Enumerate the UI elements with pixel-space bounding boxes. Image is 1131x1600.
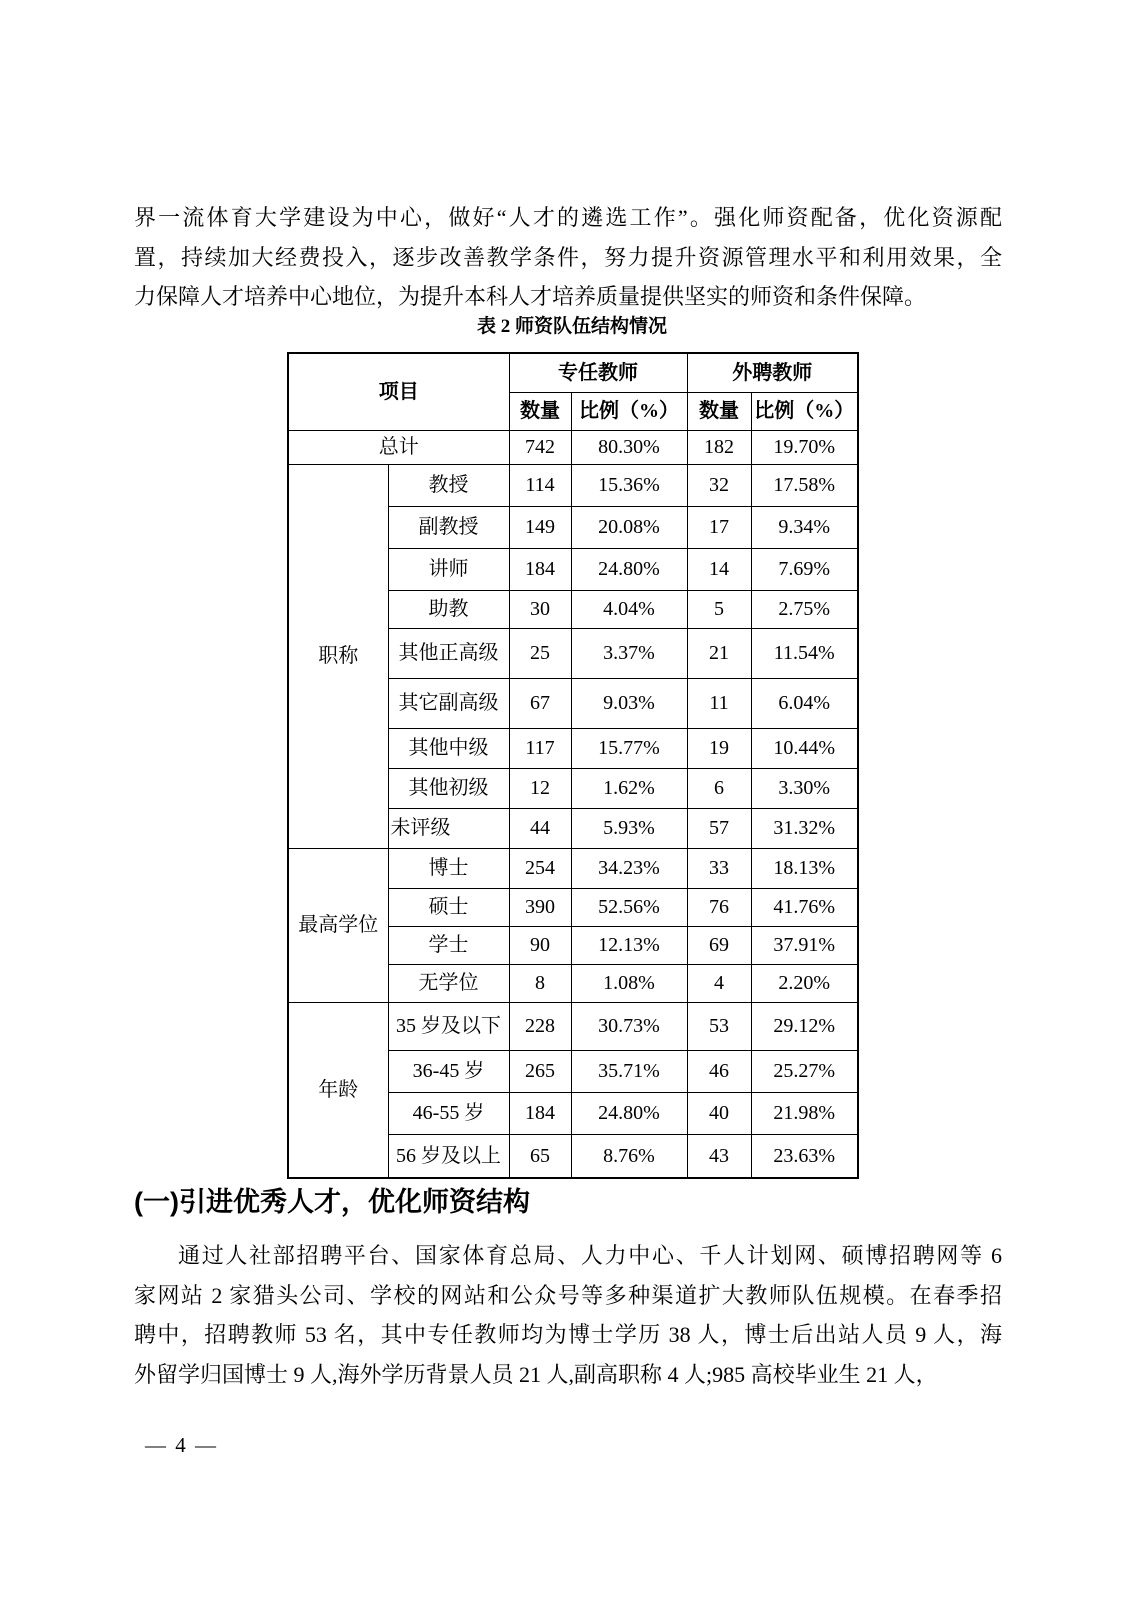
external-ratio-cell: 25.27% <box>751 1050 858 1092</box>
external-count-cell: 19 <box>687 728 751 768</box>
external-count-cell: 43 <box>687 1134 751 1178</box>
fulltime-ratio-cell: 3.37% <box>571 628 687 678</box>
fulltime-count-cell: 265 <box>509 1050 571 1092</box>
fulltime-count-cell: 228 <box>509 1002 571 1050</box>
fulltime-count-cell: 117 <box>509 728 571 768</box>
paragraph-line: 力保障人才培养中心地位，为提升本科人才培养质量提供坚实的师资和条件保障。 <box>134 284 927 309</box>
table-row <box>288 430 858 464</box>
external-ratio-cell: 17.58% <box>751 464 858 506</box>
external-ratio-cell: 9.34% <box>751 506 858 548</box>
row-label-cell: 助教 <box>388 590 509 628</box>
fulltime-ratio-cell: 34.23% <box>571 848 687 888</box>
external-ratio-cell: 10.44% <box>751 728 858 768</box>
row-label-cell: 56 岁及以上 <box>388 1134 509 1178</box>
row-label-cell: 副教授 <box>388 506 509 548</box>
total-label-cell: 总计 <box>288 430 509 464</box>
external-count-cell: 76 <box>687 888 751 926</box>
fulltime-count-cell: 12 <box>509 768 571 808</box>
fulltime-ratio-cell: 15.77% <box>571 728 687 768</box>
table-row <box>288 464 858 506</box>
fulltime-ratio-cell: 4.04% <box>571 590 687 628</box>
paragraph-line: 通过人社部招聘平台、国家体育总局、人力中心、千人计划网、硕博招聘网等 6 <box>178 1243 1002 1268</box>
row-label-cell: 教授 <box>388 464 509 506</box>
fulltime-count-cell: 8 <box>509 964 571 1002</box>
external-ratio-cell: 3.30% <box>751 768 858 808</box>
external-count-cell: 11 <box>687 678 751 728</box>
external-count-cell: 21 <box>687 628 751 678</box>
fulltime-ratio-cell: 24.80% <box>571 548 687 590</box>
paragraph-line: 外留学归国博士 9 人,海外学历背景人员 21 人,副高职称 4 人;985 高校毕业生 21 人， <box>134 1361 938 1387</box>
col-header-fulltime-teachers: 专任教师 <box>509 353 687 392</box>
fulltime-count-cell: 254 <box>509 848 571 888</box>
external-count-cell: 40 <box>687 1092 751 1134</box>
external-ratio-cell: 23.63% <box>751 1134 858 1178</box>
paragraph-line: 聘中，招聘教师 53 名，其中专任教师均为博士学历 38 人，博士后出站人员 9 人，海 <box>134 1322 1002 1347</box>
external-ratio-cell: 18.13% <box>751 848 858 888</box>
row-label-cell: 学士 <box>388 926 509 964</box>
col-header-external-count: 数量 <box>687 392 751 430</box>
fulltime-ratio-cell: 30.73% <box>571 1002 687 1050</box>
external-count-cell: 6 <box>687 768 751 808</box>
row-label-cell: 36-45 岁 <box>388 1050 509 1092</box>
external-count-cell: 69 <box>687 926 751 964</box>
row-label-cell: 其他中级 <box>388 728 509 768</box>
fulltime-ratio-cell: 80.30% <box>571 430 687 464</box>
row-label-cell: 其他初级 <box>388 768 509 808</box>
fulltime-count-cell: 184 <box>509 1092 571 1134</box>
external-count-cell: 33 <box>687 848 751 888</box>
row-label-cell: 其它副高级 <box>388 678 509 728</box>
fulltime-ratio-cell: 20.08% <box>571 506 687 548</box>
external-count-cell: 32 <box>687 464 751 506</box>
fulltime-ratio-cell: 12.13% <box>571 926 687 964</box>
row-label-cell: 其他正高级 <box>388 628 509 678</box>
external-ratio-cell: 11.54% <box>751 628 858 678</box>
fulltime-ratio-cell: 35.71% <box>571 1050 687 1092</box>
fulltime-ratio-cell: 9.03% <box>571 678 687 728</box>
fulltime-count-cell: 90 <box>509 926 571 964</box>
fulltime-ratio-cell: 8.76% <box>571 1134 687 1178</box>
fulltime-ratio-cell: 15.36% <box>571 464 687 506</box>
row-label-cell: 博士 <box>388 848 509 888</box>
fulltime-ratio-cell: 52.56% <box>571 888 687 926</box>
row-label-cell: 讲师 <box>388 548 509 590</box>
row-label-cell: 46-55 岁 <box>388 1092 509 1134</box>
fulltime-count-cell: 25 <box>509 628 571 678</box>
fulltime-count-cell: 30 <box>509 590 571 628</box>
col-header-fulltime-ratio: 比例（%） <box>571 392 687 430</box>
paragraph-line: 置，持续加大经费投入，逐步改善教学条件，努力提升资源管理水平和利用效果，全 <box>134 244 1002 270</box>
group-label-cell: 年龄 <box>288 1002 388 1178</box>
external-ratio-cell: 7.69% <box>751 548 858 590</box>
row-label-cell: 无学位 <box>388 964 509 1002</box>
external-count-cell: 46 <box>687 1050 751 1092</box>
fulltime-count-cell: 67 <box>509 678 571 728</box>
external-ratio-cell: 41.76% <box>751 888 858 926</box>
external-count-cell: 5 <box>687 590 751 628</box>
table-title: 表 2 师资队伍结构情况 <box>476 316 667 337</box>
fulltime-ratio-cell: 1.62% <box>571 768 687 808</box>
col-header-item: 项目 <box>288 353 509 430</box>
table-row <box>288 1002 858 1050</box>
page-number: — 4 — <box>145 1433 218 1457</box>
external-ratio-cell: 6.04% <box>751 678 858 728</box>
fulltime-count-cell: 184 <box>509 548 571 590</box>
external-ratio-cell: 37.91% <box>751 926 858 964</box>
body-paragraph <box>134 1236 1002 1394</box>
fulltime-ratio-cell: 1.08% <box>571 964 687 1002</box>
external-count-cell: 53 <box>687 1002 751 1050</box>
fulltime-count-cell: 44 <box>509 808 571 848</box>
row-label-cell: 35 岁及以下 <box>388 1002 509 1050</box>
external-ratio-cell: 2.75% <box>751 590 858 628</box>
fulltime-ratio-cell: 24.80% <box>571 1092 687 1134</box>
fulltime-count-cell: 149 <box>509 506 571 548</box>
col-header-fulltime-count: 数量 <box>509 392 571 430</box>
group-label-cell: 职称 <box>288 464 388 848</box>
row-label-cell: 未评级 <box>388 808 509 848</box>
faculty-structure-table <box>287 352 859 1179</box>
fulltime-ratio-cell: 5.93% <box>571 808 687 848</box>
external-count-cell: 57 <box>687 808 751 848</box>
external-ratio-cell: 19.70% <box>751 430 858 464</box>
fulltime-count-cell: 742 <box>509 430 571 464</box>
external-count-cell: 17 <box>687 506 751 548</box>
paragraph-line: 家网站 2 家猎头公司、学校的网站和公众号等多种渠道扩大教师队伍规模。在春季招 <box>134 1282 1002 1308</box>
col-header-external-teachers: 外聘教师 <box>687 353 858 392</box>
fulltime-count-cell: 390 <box>509 888 571 926</box>
external-ratio-cell: 21.98% <box>751 1092 858 1134</box>
external-ratio-cell: 31.32% <box>751 808 858 848</box>
external-count-cell: 14 <box>687 548 751 590</box>
row-label-cell: 硕士 <box>388 888 509 926</box>
group-label-cell: 最高学位 <box>288 848 388 1002</box>
fulltime-count-cell: 65 <box>509 1134 571 1178</box>
section-heading: (一)引进优秀人才，优化师资结构 <box>134 1187 530 1217</box>
external-count-cell: 182 <box>687 430 751 464</box>
col-header-external-ratio: 比例（%） <box>751 392 858 430</box>
external-count-cell: 4 <box>687 964 751 1002</box>
fulltime-count-cell: 114 <box>509 464 571 506</box>
external-ratio-cell: 29.12% <box>751 1002 858 1050</box>
intro-paragraph <box>134 198 1002 317</box>
external-ratio-cell: 2.20% <box>751 964 858 1002</box>
paragraph-line: 界一流体育大学建设为中心，做好“人才的遴选工作”。强化师资配备，优化资源配 <box>134 205 1002 230</box>
table-row <box>288 848 858 888</box>
